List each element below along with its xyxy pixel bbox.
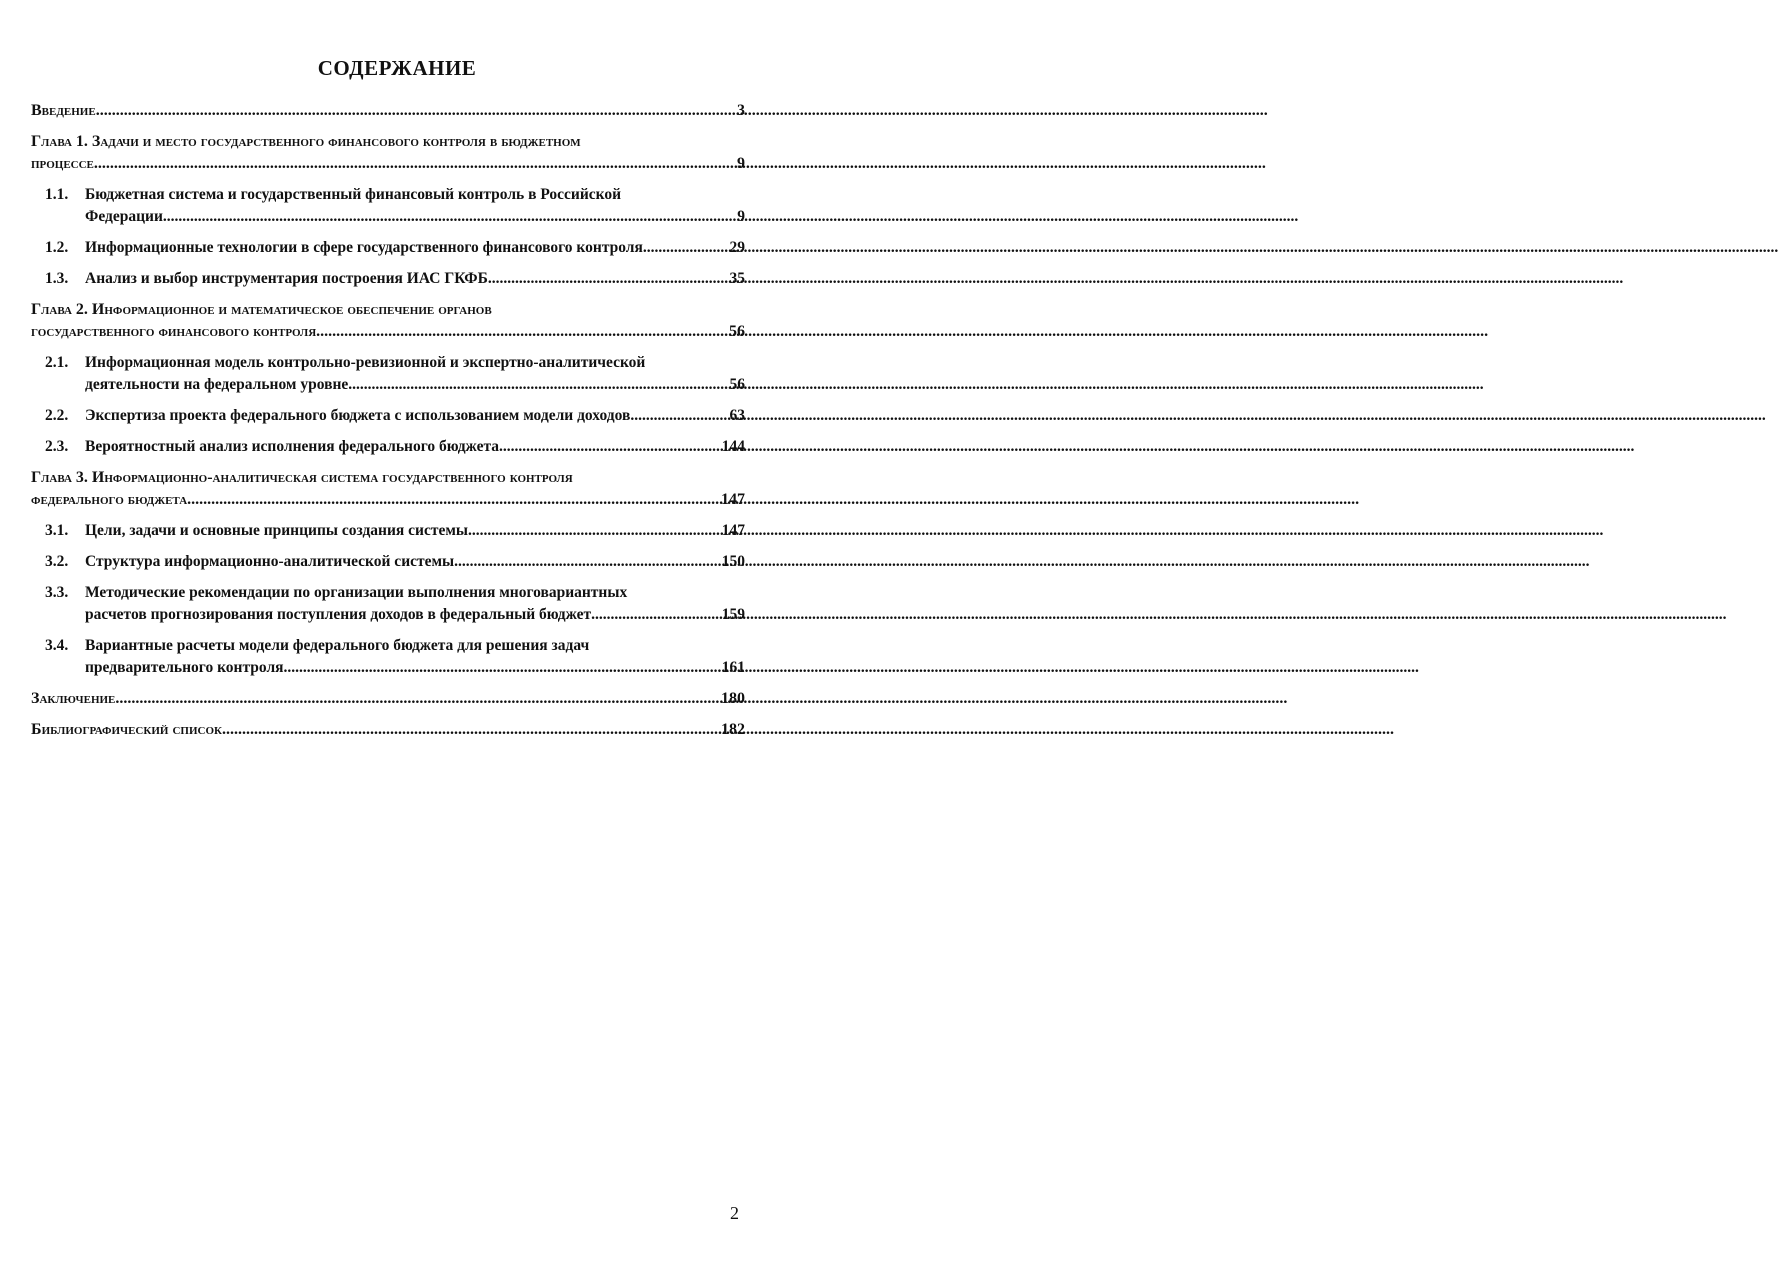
dot-leader	[499, 436, 722, 458]
toc-entry-label: Бюджетная система и государственный финансовый контроль в Российской	[85, 186, 622, 203]
toc-section-number: 1.2.	[45, 239, 69, 256]
toc-entry-label: Глава 1. Задачи и место государственного финансового контроля в бюджетном	[31, 133, 581, 150]
toc-entry-section-1-1[interactable]	[31, 184, 745, 228]
toc-entry-conclusion[interactable]	[31, 688, 745, 710]
toc-page-number: 35	[729, 270, 745, 287]
toc-section-number: 1.3.	[45, 270, 69, 287]
toc-entry-section-1-2[interactable]	[31, 237, 745, 259]
toc-entry-label: Глава 2. Информационное и математическое обеспечение органов	[31, 301, 492, 318]
toc-entry-section-2-2[interactable]	[31, 405, 745, 427]
toc-section-number: 2.1.	[45, 354, 69, 371]
toc-page-number: 144	[721, 438, 745, 455]
toc-section-number: 1.1.	[45, 186, 69, 203]
toc-entry-label: Информационные технологии в сфере государственного финансового контроля	[85, 239, 643, 256]
toc-section-number: 3.1.	[45, 522, 69, 539]
toc-page-number: 56	[729, 323, 745, 340]
dot-leader	[468, 520, 722, 542]
toc-entry-label: Глава 3. Информационно-аналитическая система государственного контроля	[31, 469, 573, 486]
toc-entry-label: Введение	[31, 102, 96, 119]
toc-entry-intro[interactable]	[31, 100, 745, 122]
toc-entry-label: Библиографический список	[31, 721, 222, 738]
toc-page-number: 182	[721, 721, 745, 738]
toc-section-number: 2.3.	[45, 438, 69, 455]
toc-entry-label: Экспертиза проекта федерального бюджета с использованием модели доходов	[85, 407, 631, 424]
toc-entry-label: Цели, задачи и основные принципы создания системы	[85, 522, 469, 539]
toc-entry-label-cont: процессе	[31, 155, 94, 172]
toc-entry-section-3-4[interactable]	[31, 635, 745, 679]
toc-entry-label: Анализ и выбор инструментария построения ИАС ГКФБ	[85, 270, 488, 287]
toc-entry-label-cont: предварительного контроля	[85, 659, 284, 676]
toc-entry-section-3-2[interactable]	[31, 551, 745, 573]
dot-leader	[591, 604, 722, 626]
toc-entry-section-1-3[interactable]	[31, 268, 745, 290]
toc-entry-label-cont: расчетов прогнозирования поступления доходов в федеральный бюджет	[85, 606, 592, 623]
dot-leader	[488, 268, 730, 290]
toc-page-number: 147	[721, 491, 745, 508]
dot-leader	[163, 206, 737, 228]
dot-leader	[630, 405, 729, 427]
toc-section-number: 3.3.	[45, 584, 69, 601]
toc-page-number: 63	[729, 407, 745, 424]
dot-leader	[284, 657, 722, 679]
dot-leader	[316, 321, 729, 343]
toc-title: СОДЕРЖАНИЕ	[317, 56, 477, 80]
toc-entry-bibliography[interactable]	[31, 719, 745, 741]
dot-leader	[187, 489, 721, 511]
toc-entry-section-2-3[interactable]	[31, 436, 745, 458]
toc-entry-label: Структура информационно-аналитической системы	[85, 553, 455, 570]
toc-page-number: 161	[721, 659, 745, 676]
toc-entry-label-cont: государственного финансового контроля	[31, 323, 317, 340]
table-of-contents	[31, 100, 745, 750]
toc-page-number: 3	[737, 102, 745, 119]
toc-entry-label-cont: деятельности на федеральном уровне	[85, 376, 349, 393]
toc-page-number: 159	[721, 606, 745, 623]
toc-entry-label: Заключение	[31, 690, 116, 707]
toc-entry-chapter-1[interactable]	[31, 131, 745, 175]
toc-section-number: 3.2.	[45, 553, 69, 570]
toc-page-number: 9	[737, 208, 745, 225]
toc-section-number: 2.2.	[45, 407, 69, 424]
dot-leader	[115, 688, 721, 710]
toc-entry-label: Вероятностный анализ исполнения федерального бюджета	[85, 438, 500, 455]
dot-leader	[222, 719, 721, 741]
document-page	[0, 0, 794, 1275]
toc-section-number: 3.4.	[45, 637, 69, 654]
toc-entry-label: Вариантные расчеты модели федерального бюджета для решения задач	[85, 637, 590, 654]
toc-entry-section-3-1[interactable]	[31, 520, 745, 542]
toc-page-number: 180	[721, 690, 745, 707]
toc-page-number: 29	[729, 239, 745, 256]
toc-page-number: 147	[721, 522, 745, 539]
toc-entry-section-3-3[interactable]	[31, 582, 745, 626]
toc-entry-label-cont: Федерации	[85, 208, 163, 225]
dot-leader	[348, 374, 729, 396]
toc-entry-label: Методические рекомендации по организации выполнения многовариантных	[85, 584, 628, 601]
toc-page-number: 9	[737, 155, 745, 172]
toc-entry-chapter-2[interactable]	[31, 299, 745, 343]
toc-page-number: 150	[721, 553, 745, 570]
toc-entry-chapter-3[interactable]	[31, 467, 745, 511]
toc-entry-label: Информационная модель контрольно-ревизионной и экспертно-аналитической	[85, 354, 646, 371]
dot-leader	[643, 237, 730, 259]
page-number: 2	[730, 1203, 739, 1223]
toc-entry-section-2-1[interactable]	[31, 352, 745, 396]
toc-entry-label-cont: федерального бюджета	[31, 491, 188, 508]
toc-page-number: 56	[729, 376, 745, 393]
dot-leader	[454, 551, 722, 573]
dot-leader	[94, 153, 737, 175]
dot-leader	[96, 100, 737, 122]
